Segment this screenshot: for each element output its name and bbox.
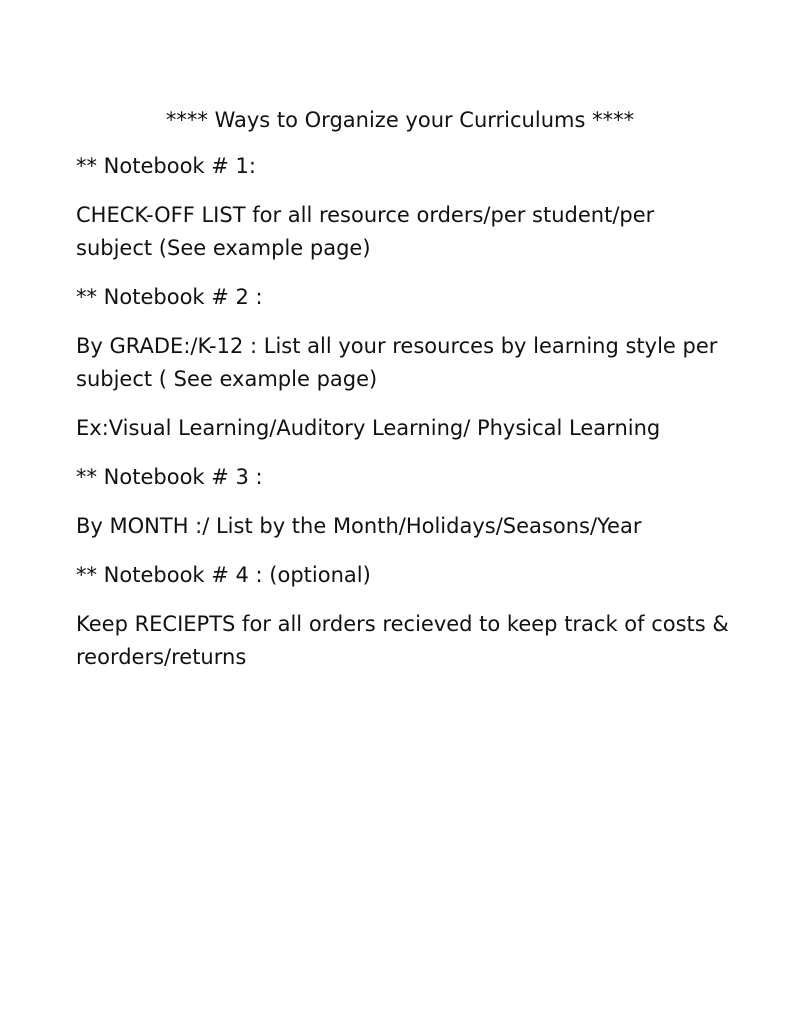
notebook-3-heading [76, 461, 756, 494]
document-body [76, 150, 756, 690]
paragraph-line: ** Notebook # 3 : [76, 465, 263, 489]
notebook-4-description [76, 608, 756, 674]
document-title: **** Ways to Organize your Curriculums **** [165, 108, 635, 132]
notebook-2-description [76, 330, 756, 396]
paragraph-line: Keep RECIEPTS for all orders recieved to keep track of costs & [76, 612, 729, 636]
paragraph-line: CHECK-OFF LIST for all resource orders/per student/per [76, 203, 655, 227]
notebook-2-example [76, 412, 756, 445]
paragraph-line: ** Notebook # 2 : [76, 285, 263, 309]
paragraph-line: subject (See example page) [76, 236, 371, 260]
notebook-2-heading [76, 281, 756, 314]
notebook-4-heading [76, 559, 756, 592]
paragraph-line: subject ( See example page) [76, 367, 378, 391]
notebook-3-description [76, 510, 756, 543]
paragraph-line: Ex:Visual Learning/Auditory Learning/ Physical Learning [76, 416, 661, 440]
notebook-1-heading [76, 150, 756, 183]
paragraph-line: By MONTH :/ List by the Month/Holidays/Seasons/Year [76, 514, 642, 538]
paragraph-line: ** Notebook # 1: [76, 154, 256, 178]
paragraph-line: By GRADE:/K-12 : List all your resources by learning style per [76, 334, 718, 358]
notebook-1-description [76, 199, 756, 265]
paragraph-line: reorders/returns [76, 645, 247, 669]
paragraph-line: ** Notebook # 4 : (optional) [76, 563, 371, 587]
